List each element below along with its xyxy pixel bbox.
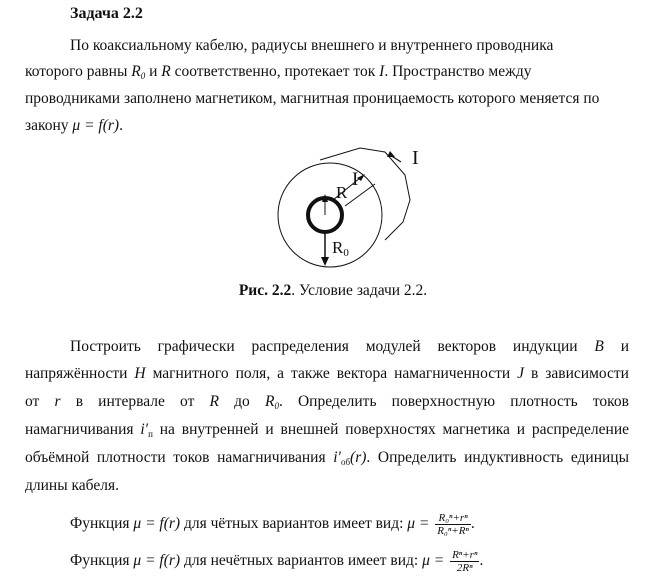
inner-current-line-2 <box>345 184 375 206</box>
label-inner-current: I <box>352 169 359 190</box>
outer-conductor-circle <box>278 163 382 267</box>
cable-outer-contour <box>320 148 410 240</box>
para2-line2: напряжённости H магнитного поля, а также вектора намагниченности J в зависимости <box>25 365 629 382</box>
label-outer-current: I <box>412 147 419 169</box>
function-even: Функция μ = f(r) для чётных вариантов имеет вид: μ = $\frac{\text{R₀ⁿ+rⁿ}}{\text{R₀ⁿ+Rⁿ}}$ . <box>70 511 475 537</box>
para1-line3: проводниками заполнено магнетиком, магнитная проницаемость которого меняется по <box>25 90 600 107</box>
para1-line2: которого равны $R_0$ и R соответственно, протекает ток I. Пространство между <box>25 63 532 81</box>
para2-line5: объёмной плотности токов намагничивания $i'_{об}(r)$. Определить индуктивность единицы <box>25 449 629 467</box>
para2-line1: Построить графически распределения модулей векторов индукции B и <box>70 338 630 355</box>
para1-line1: По коаксиальному кабелю, радиусы внешнего и внутреннего проводника <box>70 37 554 54</box>
figure-caption: Рис. 2.2. Условие задачи 2.2. <box>238 282 428 299</box>
label-radius-R: R <box>336 183 348 202</box>
label-radius-R0: $R_0$ <box>332 238 349 259</box>
para2-line4: намагничивания $i'_п$ на внутренней и внешней поверхностях магнетика и распределение <box>25 421 629 439</box>
fraction-even: $\frac{\text{R₀ⁿ+rⁿ}}{\text{R₀ⁿ+Rⁿ}}$ <box>437 511 469 537</box>
para1-line4: закону μ = f(r). <box>25 117 123 134</box>
coax-cable-figure <box>265 140 435 275</box>
para2-line3: от r в интервале от R до $R_0$. Определить поверхностную плотность токов <box>25 393 629 411</box>
fraction-odd: $\frac{\text{Rⁿ+rⁿ}}{\text{2Rⁿ}}$ <box>452 548 478 574</box>
para2-line6: длины кабеля. <box>25 477 119 494</box>
task-title: Задача 2.2 <box>70 5 143 22</box>
function-odd: Функция μ = f(r) для нечётных вариантов имеет вид: μ = $\frac{\text{Rⁿ+rⁿ}}{\text{2Rⁿ}}$ . <box>70 548 484 574</box>
